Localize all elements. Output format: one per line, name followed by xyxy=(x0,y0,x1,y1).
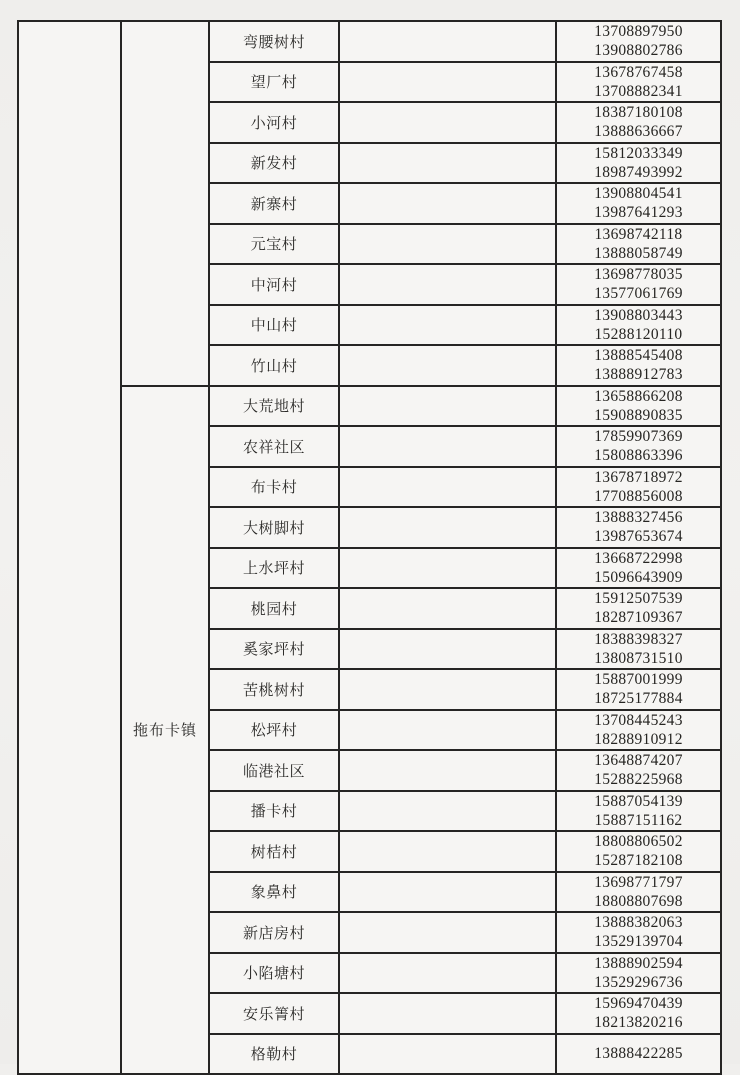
phone-cell xyxy=(556,548,721,589)
phone-cell xyxy=(556,143,721,184)
phone-number: 13698778035 xyxy=(594,266,683,284)
village-name-cell: 大荒地村 xyxy=(209,386,339,427)
phone-number: 13648874207 xyxy=(594,752,683,770)
phone-number: 13698742118 xyxy=(594,225,683,243)
phone-cell xyxy=(556,710,721,751)
detail-cell xyxy=(339,629,556,670)
detail-cell xyxy=(339,467,556,508)
phone-cell xyxy=(556,669,721,710)
village-name-cell: 格勒村 xyxy=(209,1034,339,1075)
detail-cell xyxy=(339,669,556,710)
phone-number: 18987493992 xyxy=(594,163,683,181)
county-cell xyxy=(18,21,121,1074)
phone-number: 15812033349 xyxy=(594,144,683,162)
phone-number: 13577061769 xyxy=(594,285,683,303)
detail-cell xyxy=(339,1034,556,1075)
phone-number: 18808806502 xyxy=(594,833,683,851)
phone-cell xyxy=(556,264,721,305)
village-name-cell: 播卡村 xyxy=(209,791,339,832)
village-name-cell: 大树脚村 xyxy=(209,507,339,548)
phone-number: 13658866208 xyxy=(594,387,683,405)
phone-cell xyxy=(556,588,721,629)
phone-number: 13888327456 xyxy=(594,509,683,527)
village-name-cell: 上水坪村 xyxy=(209,548,339,589)
phone-number: 13888545408 xyxy=(594,347,683,365)
phone-cell xyxy=(556,791,721,832)
village-name-cell: 桃园村 xyxy=(209,588,339,629)
phone-number: 13708897950 xyxy=(594,23,683,41)
village-name-cell: 苦桃树村 xyxy=(209,669,339,710)
phone-cell xyxy=(556,102,721,143)
phone-number: 15887054139 xyxy=(594,792,683,810)
phone-cell xyxy=(556,1034,721,1075)
phone-number: 13908803443 xyxy=(594,306,683,324)
village-name-cell: 临港社区 xyxy=(209,750,339,791)
phone-cell xyxy=(556,507,721,548)
town-cell: 拖布卡镇 xyxy=(121,386,209,1075)
phone-cell xyxy=(556,750,721,791)
phone-cell xyxy=(556,183,721,224)
phone-number: 18288910912 xyxy=(594,730,683,748)
detail-cell xyxy=(339,21,556,62)
phone-number: 15288225968 xyxy=(594,771,683,789)
phone-number: 15096643909 xyxy=(594,568,683,586)
phone-cell xyxy=(556,224,721,265)
village-name-cell: 竹山村 xyxy=(209,345,339,386)
detail-cell xyxy=(339,183,556,224)
detail-cell xyxy=(339,305,556,346)
phone-cell xyxy=(556,872,721,913)
contact-table-region xyxy=(17,20,722,1064)
town-cell xyxy=(121,21,209,386)
detail-cell xyxy=(339,264,556,305)
village-name-cell: 弯腰树村 xyxy=(209,21,339,62)
village-name-cell: 农祥社区 xyxy=(209,426,339,467)
table-row xyxy=(18,386,721,427)
phone-number: 18213820216 xyxy=(594,1014,683,1032)
detail-cell xyxy=(339,386,556,427)
village-name-cell: 奚家坪村 xyxy=(209,629,339,670)
detail-cell xyxy=(339,62,556,103)
detail-cell xyxy=(339,750,556,791)
detail-cell xyxy=(339,143,556,184)
phone-number: 17859907369 xyxy=(594,428,683,446)
phone-cell xyxy=(556,993,721,1034)
phone-number: 13678767458 xyxy=(594,63,683,81)
phone-number: 13708882341 xyxy=(594,82,683,100)
phone-number: 13888636667 xyxy=(594,123,683,141)
village-name-cell: 小陷塘村 xyxy=(209,953,339,994)
village-name-cell: 新店房村 xyxy=(209,912,339,953)
village-name-cell: 望厂村 xyxy=(209,62,339,103)
detail-cell xyxy=(339,102,556,143)
phone-number: 13888912783 xyxy=(594,366,683,384)
village-name-cell: 象鼻村 xyxy=(209,872,339,913)
phone-number: 15887151162 xyxy=(594,811,683,829)
detail-cell xyxy=(339,912,556,953)
phone-cell xyxy=(556,345,721,386)
phone-cell xyxy=(556,912,721,953)
phone-number: 13888058749 xyxy=(594,244,683,262)
detail-cell xyxy=(339,548,556,589)
phone-cell xyxy=(556,629,721,670)
phone-number: 15887001999 xyxy=(594,671,683,689)
phone-number: 13987653674 xyxy=(594,528,683,546)
phone-number: 13529296736 xyxy=(594,973,683,991)
phone-number: 18287109367 xyxy=(594,609,683,627)
phone-number: 17708856008 xyxy=(594,487,683,505)
detail-cell xyxy=(339,872,556,913)
phone-number: 13668722998 xyxy=(594,549,683,567)
detail-cell xyxy=(339,831,556,872)
phone-number: 15288120110 xyxy=(594,325,683,343)
phone-number: 18387180108 xyxy=(594,104,683,122)
contact-table xyxy=(17,20,722,1075)
village-name-cell: 中山村 xyxy=(209,305,339,346)
detail-cell xyxy=(339,426,556,467)
village-name-cell: 新发村 xyxy=(209,143,339,184)
village-name-cell: 新寨村 xyxy=(209,183,339,224)
phone-number: 15969470439 xyxy=(594,995,683,1013)
phone-cell xyxy=(556,831,721,872)
phone-cell xyxy=(556,21,721,62)
detail-cell xyxy=(339,345,556,386)
detail-cell xyxy=(339,710,556,751)
detail-cell xyxy=(339,953,556,994)
phone-number: 15908890835 xyxy=(594,406,683,424)
phone-number: 13708445243 xyxy=(594,711,683,729)
village-name-cell: 松坪村 xyxy=(209,710,339,751)
phone-number: 13808731510 xyxy=(594,649,683,667)
phone-number: 15287182108 xyxy=(594,852,683,870)
phone-number: 13987641293 xyxy=(594,204,683,222)
phone-number: 18388398327 xyxy=(594,630,683,648)
table-row xyxy=(18,21,721,62)
village-name-cell: 元宝村 xyxy=(209,224,339,265)
village-name-cell: 小河村 xyxy=(209,102,339,143)
village-name-cell: 布卡村 xyxy=(209,467,339,508)
detail-cell xyxy=(339,588,556,629)
phone-cell xyxy=(556,305,721,346)
phone-number: 15912507539 xyxy=(594,590,683,608)
phone-number: 13529139704 xyxy=(594,933,683,951)
phone-number: 13888382063 xyxy=(594,914,683,932)
phone-cell xyxy=(556,62,721,103)
phone-number: 18808807698 xyxy=(594,892,683,910)
phone-cell xyxy=(556,426,721,467)
village-name-cell: 树桔村 xyxy=(209,831,339,872)
phone-cell xyxy=(556,953,721,994)
phone-number: 13908802786 xyxy=(594,42,683,60)
phone-cell xyxy=(556,467,721,508)
phone-number: 13698771797 xyxy=(594,873,683,891)
detail-cell xyxy=(339,224,556,265)
phone-number: 13888422285 xyxy=(594,1045,683,1063)
phone-number: 18725177884 xyxy=(594,690,683,708)
phone-cell xyxy=(556,386,721,427)
phone-number: 13908804541 xyxy=(594,185,683,203)
phone-number: 13678718972 xyxy=(594,468,683,486)
phone-number: 13888902594 xyxy=(594,954,683,972)
phone-number: 15808863396 xyxy=(594,447,683,465)
village-name-cell: 安乐箐村 xyxy=(209,993,339,1034)
detail-cell xyxy=(339,993,556,1034)
village-name-cell: 中河村 xyxy=(209,264,339,305)
detail-cell xyxy=(339,791,556,832)
detail-cell xyxy=(339,507,556,548)
